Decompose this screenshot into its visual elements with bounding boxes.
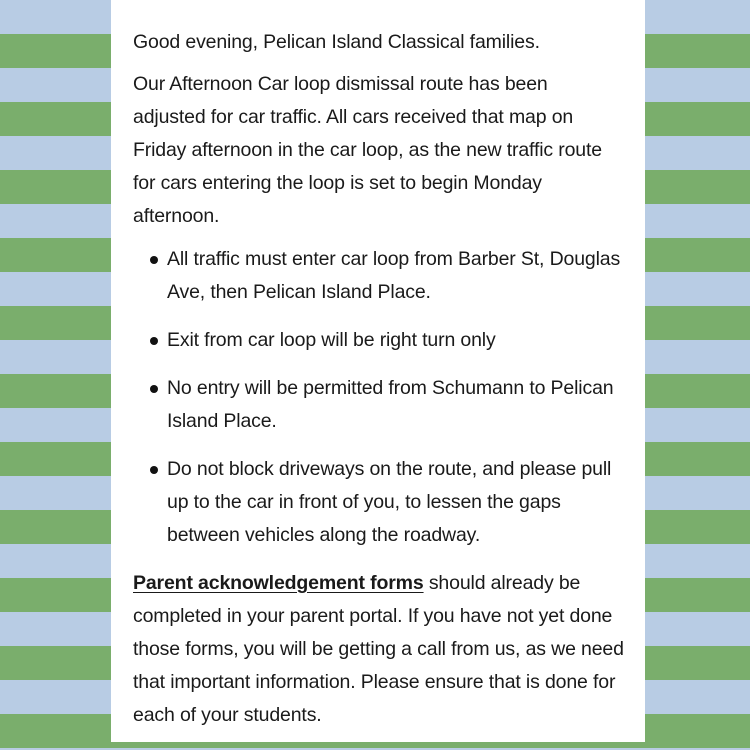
list-item: Exit from car loop will be right turn only [167,324,625,357]
greeting-text: Good evening, Pelican Island Classical families. [133,31,540,53]
traffic-rules-list [133,243,625,552]
announcement-page [111,0,645,742]
acknowledgement-text: should already be completed in your parent portal. If you have not yet done those forms, you will be getting a call from us, as we need that important information. Please ensure that is done for each of your students. [133,572,624,726]
parent-acknowledgement-forms-link[interactable]: Parent acknowledgement forms [133,572,424,594]
acknowledgement-paragraph [133,567,625,732]
list-item: All traffic must enter car loop from Barber St, Douglas Ave, then Pelican Island Place. [167,243,625,309]
list-item: Do not block driveways on the route, and please pull up to the car in front of you, to lessen the gaps between vehicles along the roadway. [167,453,625,552]
intro-paragraph: Our Afternoon Car loop dismissal route has been adjusted for car traffic. All cars received that map on Friday afternoon in the car loop, as the new traffic route for cars entering the loop is set to begin Monday afternoon. [133,73,602,227]
list-item: No entry will be permitted from Schumann to Pelican Island Place. [167,372,625,438]
